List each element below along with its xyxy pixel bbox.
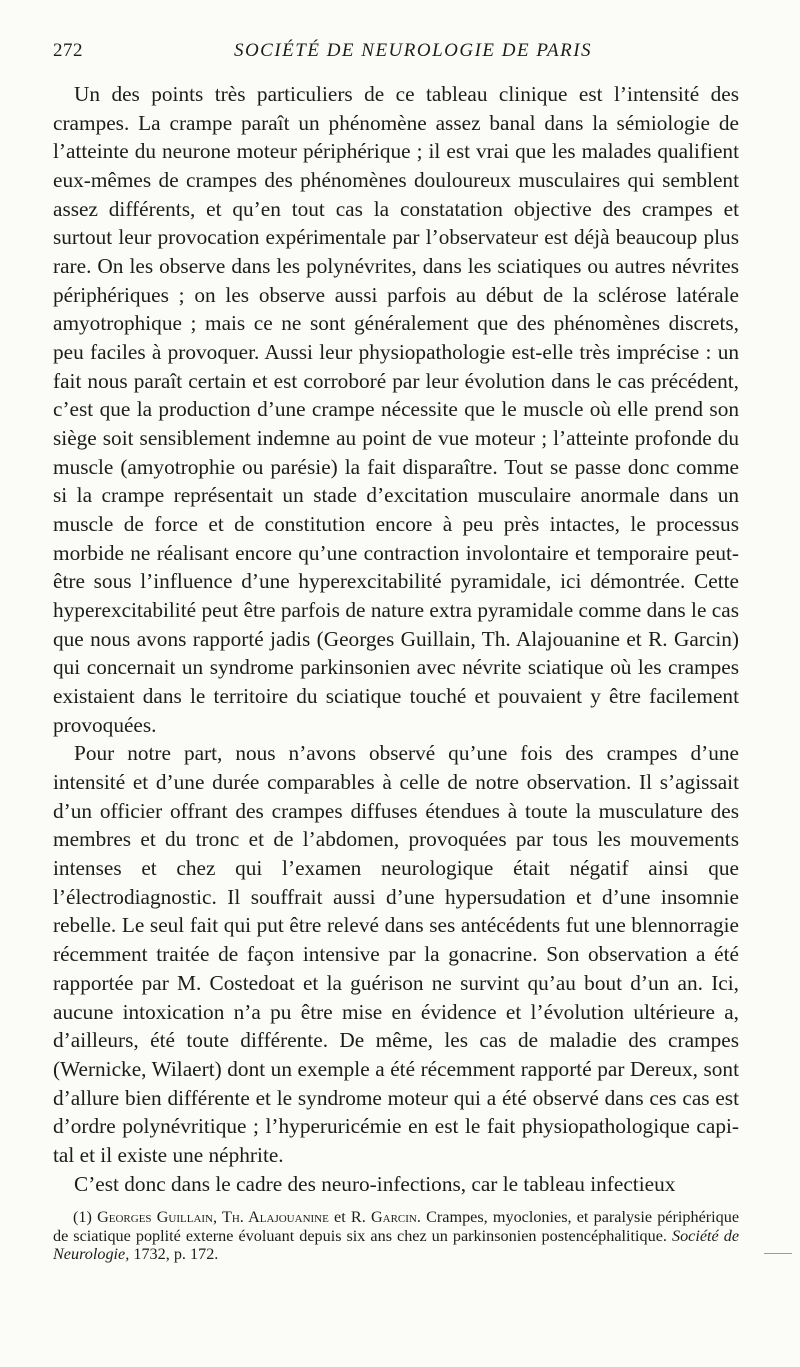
paragraph: C’est donc dans le cadre des neuro-infections, car le tableau infectieux — [74, 1171, 676, 1196]
page-edge-mark — [764, 1253, 792, 1254]
footnote-journal: Société de Neurologie, — [53, 1226, 740, 1263]
footnote-last-author: R. Garcin. — [350, 1208, 421, 1226]
footnote — [53, 1208, 739, 1264]
footnote-citation: 1732, p. 172. — [133, 1245, 219, 1263]
page-number: 272 — [53, 40, 83, 61]
body-text — [53, 80, 739, 1198]
footnote-conjunction: et — [334, 1208, 346, 1226]
paragraph: Un des points très particuliers de ce tableau clinique est l’intensité des crampes. La crampe paraît un phénomène assez banal dans la sémiologie de l’atteinte du neurone moteur périphérique ; il est vrai que les malades qualifient eux-mêmes de crampes des phénomènes douloureux musculaires qui semblent assez différents, et qu’en tout cas la constatation objective des crampes et surtout leur provocation expérimentale par l’observateur est déjà beaucoup plus rare. On les observe dans les polynévrites, dans les sciatiques ou autres névrites périphériques ; on les observe aussi parfois au début de la sclérose latérale amyotrophique ; mais ce ne sont généralement que des phénomènes discrets, peu faciles à provoquer. Aussi leur physiopathologie est-elle très imprécise : un fait nous paraît certain et est corroboré par leur évolution dans le cas précédent, c’est que la production d’une crampe nécessite que le muscle où elle prend son siège soit sensiblement indemne au point de vue moteur ; l’atteinte profonde du muscle (amyotrophie ou parésie) la fait disparaître. Tout se passe donc comme si la crampe représentait un stade d’excitation musculaire anormale dans un muscle de force et de constitution encore à peu près intactes, le processus morbide ne réalisant encore qu’une contraction involontaire et temporaire peut-être sous l’influence d’une hyperexcitabilité pyramidale, ici démontrée. Cette hyperexcitabilité peut être parfois de nature extra pyramidale comme dans le cas que nous avons rapporté jadis (Georges Guillain, Th. Alajouanine et R. Garcin) qui concernait un syndrome parkinsonien avec névrite sciatique où les crampes existaient dans le territoire du sciatique touché et pouvaient y être facilement provoquées. — [53, 82, 739, 737]
page-header — [53, 40, 743, 64]
footnote-marker: (1) — [73, 1208, 92, 1226]
running-title: SOCIÉTÉ DE NEUROLOGIE DE PARIS — [233, 40, 593, 61]
footnote-authors: Georges Guillain, Th. Alajouanine — [97, 1208, 329, 1226]
paragraph: Pour notre part, nous n’avons observé qu’une fois des crampes d’une intensité et d’une durée comparables à celle de notre observation. Il s’agissait d’un officier offrant des crampes diffuses étendues à toute la musculature des membres et du tronc et de l’abdomen, provoquées par tous les mouvements intenses et chez qui l’examen neurologique était négatif ainsi que l’électrodiagnostic. Il souffrait aussi d’une hypersudation et d’une insomnie rebelle. Le seul fait qui put être relevé dans ses antécédents fut une blennorragie récemment traitée de façon intensive par la gonacrine. Son observation a été rapportée par M. Costedoat et la guérison ne survint qu’au bout d’un an. Ici, aucune intoxication n’a pu être mise en évidence et l’évolution ultérieure a, d’ailleurs, été toute différente. De même, les cas de maladie des crampes (Wernicke, Wilaert) dont un exemple a été récemment rapporté par Dereux, sont d’allure bien différente et le syndrome moteur qui a été observé dans ces cas est d’ordre polynévritique ; l’hyperuricémie en est le fait physiopathologique capital et il existe une néphrite. — [53, 741, 739, 1167]
footnote-text: Crampes, myoclonies, et paralysie périphérique de sciatique poplité externe évoluant depuis six ans chez un parkinsonien postencéphalitique. — [53, 1208, 740, 1245]
